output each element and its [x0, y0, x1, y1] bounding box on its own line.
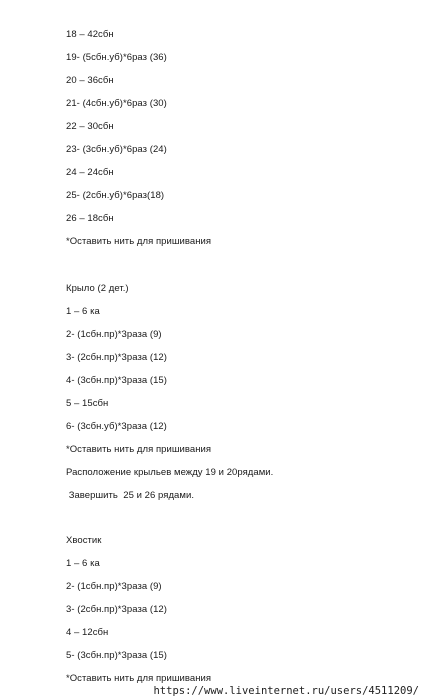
wing-placement-note: Расположение крыльев между 19 и 20рядами. — [66, 467, 274, 478]
row-21: 21- (4сбн.уб)*6раз (30) — [66, 98, 167, 109]
wing-row-6: 6- (3сбн.уб)*3раза (12) — [66, 421, 167, 432]
wing-note-leave-thread: *Оставить нить для пришивания — [66, 444, 212, 455]
note-leave-thread: *Оставить нить для пришивания — [66, 236, 212, 247]
row-18: 18 – 42сбн — [66, 29, 114, 40]
wing-row-4: 4- (3сбн.пр)*3раза (15) — [66, 375, 167, 386]
tail-note-leave-thread: *Оставить нить для пришивания — [66, 673, 212, 684]
wing-section-title: Крыло (2 дет.) — [66, 283, 129, 294]
row-25: 25- (2сбн.уб)*6раз(18) — [66, 190, 165, 201]
tail-section-title: Хвостик — [66, 535, 102, 546]
tail-row-3: 3- (2сбн.пр)*3раза (12) — [66, 604, 167, 615]
row-22: 22 – 30сбн — [66, 121, 114, 132]
row-20: 20 – 36сбн — [66, 75, 114, 86]
row-26: 26 – 18сбн — [66, 213, 114, 224]
tail-row-5: 5- (3сбн.пр)*3раза (15) — [66, 650, 167, 661]
watermark-url: https://www.liveinternet.ru/users/4511209/ — [153, 685, 419, 697]
wing-finish-note: Завершить 25 и 26 рядами. — [66, 490, 195, 501]
row-19: 19- (5сбн.уб)*6раз (36) — [66, 52, 167, 63]
tail-row-2: 2- (1сбн.пр)*3раза (9) — [66, 581, 162, 592]
wing-row-5: 5 – 15сбн — [66, 398, 109, 409]
row-23: 23- (3сбн.уб)*6раз (24) — [66, 144, 167, 155]
wing-row-2: 2- (1сбн.пр)*3раза (9) — [66, 329, 162, 340]
tail-row-1: 1 – 6 ка — [66, 558, 100, 569]
row-24: 24 – 24сбн — [66, 167, 114, 178]
tail-row-4: 4 – 12сбн — [66, 627, 109, 638]
wing-row-1: 1 – 6 ка — [66, 306, 100, 317]
wing-row-3: 3- (2сбн.пр)*3раза (12) — [66, 352, 167, 363]
